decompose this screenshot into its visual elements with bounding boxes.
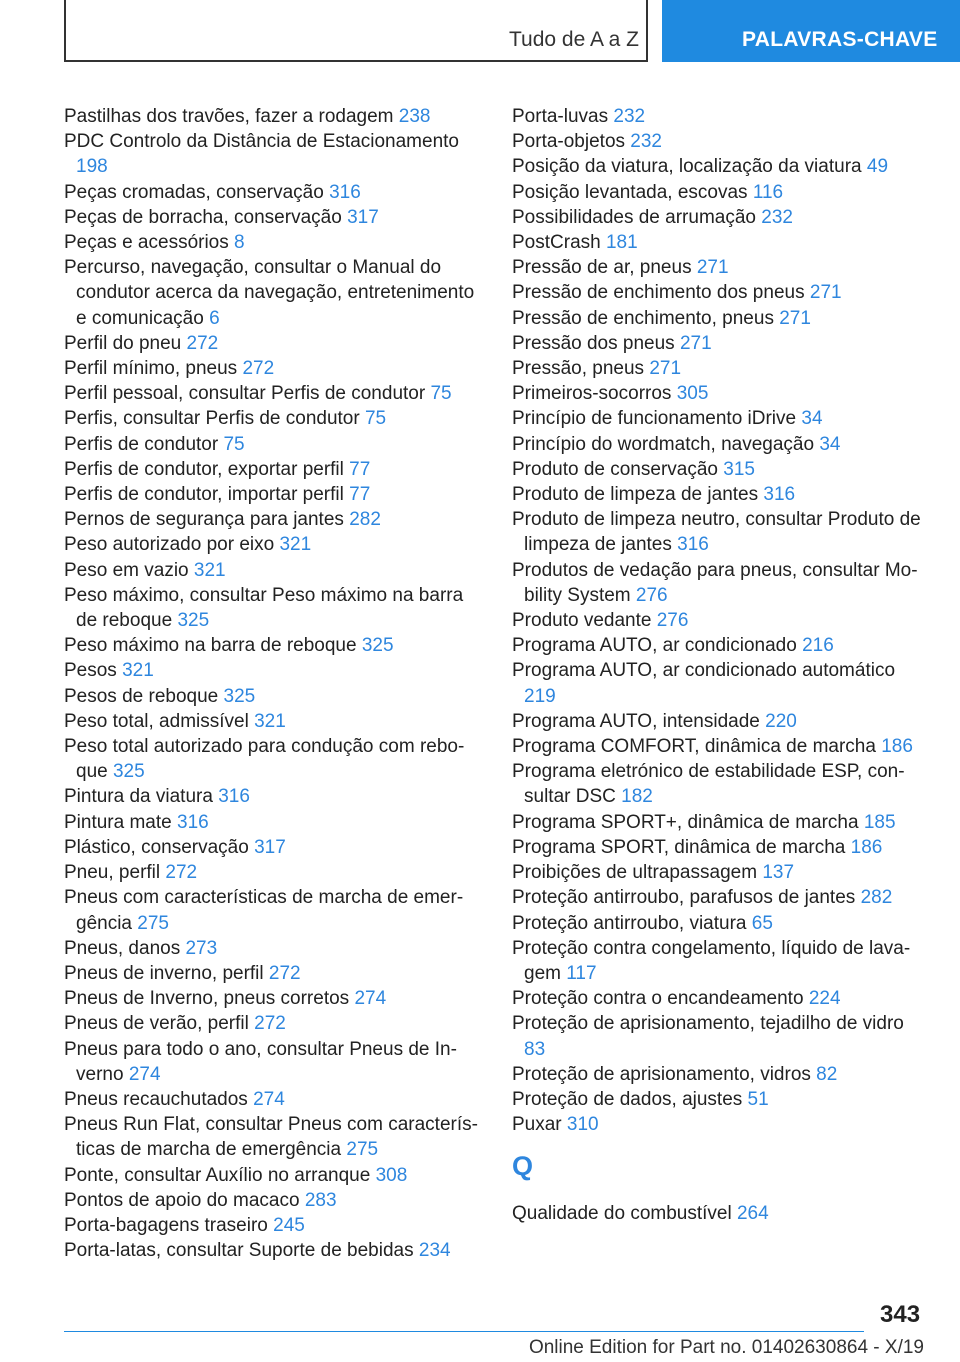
index-entry-text: Pneu, perfil (64, 862, 161, 884)
index-entry (512, 482, 926, 507)
index-entry-text: Programa AUTO, ar condicionado (512, 635, 797, 657)
index-entry-page-link[interactable]: 274 (354, 988, 387, 1010)
index-entry (64, 1112, 478, 1162)
index-entry-page-link[interactable]: 325 (177, 610, 210, 632)
index-entry-text: Peso total autorizado para condução com reboque (64, 736, 465, 783)
index-entry (512, 885, 926, 910)
index-entry-text: Qualidade do combustível (512, 1203, 732, 1225)
index-entry-text: Pernos de segurança para jantes (64, 509, 344, 531)
index-entry-page-link[interactable]: 275 (346, 1139, 379, 1161)
index-entry-page-link[interactable]: 181 (605, 232, 638, 254)
index-entry-page-link[interactable]: 117 (566, 962, 597, 984)
index-entry-text: Programa AUTO, ar condicionado automático (512, 660, 896, 682)
index-entry-text: Plástico, conservação (64, 836, 249, 858)
index-entry-page-link[interactable]: 216 (802, 635, 834, 657)
index-entry-page-link[interactable]: 321 (254, 710, 286, 732)
index-entry (64, 1163, 478, 1188)
index-entry-text: Pneus, danos (64, 937, 181, 959)
index-entry-text: Pressão de enchimento dos pneus (512, 282, 805, 304)
index-entry (64, 507, 478, 532)
index-entry-text: Pastilhas dos travões, fazer a rodagem (64, 106, 394, 127)
index-entry-text: Porta-luvas (512, 106, 609, 127)
index-entry-text: Proteção de dados, ajustes (512, 1088, 743, 1110)
index-entry-page-link[interactable]: 316 (218, 786, 250, 808)
index-entry (64, 784, 478, 809)
index-entry-page-link[interactable]: 273 (185, 937, 218, 959)
index-entry-text: Programa COMFORT, dinâmica de marcha (512, 736, 876, 758)
index-list-p-continued (512, 104, 926, 1137)
index-entry (512, 558, 926, 608)
index-entry (512, 507, 926, 557)
index-entry-page-link[interactable]: 234 (418, 1240, 451, 1262)
index-entry-page-link[interactable]: 116 (752, 181, 784, 203)
index-entry-page-link[interactable]: 325 (361, 635, 394, 657)
index-entry-page-link[interactable]: 271 (809, 282, 842, 304)
index-entry (512, 230, 926, 255)
index-entry-text: Proteção contra congelamento, líquido de lavagem (512, 937, 911, 984)
index-entry (512, 432, 926, 457)
index-entry-page-link[interactable]: 321 (122, 660, 154, 682)
index-entry-text: Programa eletrónico de estabilidade ESP, consultar DSC (512, 761, 905, 808)
index-entry-text: Proteção contra o encandeamento (512, 988, 804, 1010)
index-entry (64, 658, 478, 683)
index-entry (64, 381, 478, 406)
index-entry-page-link[interactable]: 316 (329, 181, 361, 203)
index-entry (512, 356, 926, 381)
index-entry-page-link[interactable]: 77 (349, 484, 371, 506)
index-entry-text: Perfis, consultar Perfis de condutor (64, 408, 360, 430)
index-entry (64, 406, 478, 431)
index-entry (512, 457, 926, 482)
index-entry-page-link[interactable]: 245 (273, 1214, 305, 1236)
index-entry (64, 180, 478, 205)
index-entry-text: Pesos (64, 660, 117, 682)
index-entry-text: Perfis de condutor (64, 433, 219, 455)
index-entry (512, 255, 926, 280)
index-entry-text: Posição levantada, escovas (512, 181, 748, 203)
index-entry (512, 104, 926, 129)
index-entry-page-link[interactable]: 186 (881, 736, 913, 758)
index-entry-text: Pintura da viatura (64, 786, 213, 808)
index-entry-page-link[interactable]: 271 (649, 358, 682, 380)
index-column-left (64, 104, 478, 1263)
index-entry-page-link[interactable]: 264 (736, 1203, 769, 1225)
index-entry-text: Porta-objetos (512, 131, 626, 153)
index-entry-text: Peças cromadas, conservação (64, 181, 324, 203)
index-entry-page-link[interactable]: 75 (364, 408, 387, 430)
index-entry-text: Programa SPORT, dinâmica de marcha (512, 836, 846, 858)
index-entry (512, 986, 926, 1011)
index-entry-page-link[interactable]: 232 (613, 106, 646, 127)
index-entry (512, 280, 926, 305)
index-entry-page-link[interactable]: 305 (676, 383, 709, 405)
index-entry-page-link[interactable]: 275 (137, 912, 169, 934)
index-entry-page-link[interactable]: 325 (223, 685, 256, 707)
index-entry-page-link[interactable]: 325 (112, 761, 145, 783)
index-entry-page-link[interactable]: 6 (209, 307, 220, 329)
index-entry-text: Proteção antirroubo, viatura (512, 912, 747, 934)
index-entry-page-link[interactable]: 271 (696, 257, 729, 279)
index-entry-page-link[interactable]: 220 (765, 710, 797, 732)
index-entry (64, 205, 478, 230)
index-entry (64, 356, 478, 381)
index-entry-page-link[interactable]: 283 (304, 1189, 337, 1211)
index-entry (64, 255, 478, 331)
index-entry-text: Produto vedante (512, 610, 652, 632)
index-entry-page-link[interactable]: 182 (621, 786, 653, 808)
index-entry-page-link[interactable]: 34 (819, 433, 841, 455)
index-entry-text: Perfis de condutor, exportar perfil (64, 458, 344, 480)
index-entry-text: Peças e acessórios (64, 232, 229, 254)
index-entry-text: Perfil pessoal, consultar Perfis de condutor (64, 383, 426, 405)
index-entry-page-link[interactable]: 198 (76, 156, 108, 178)
index-entry-text: Perfis de condutor, importar perfil (64, 484, 344, 506)
index-entry-text: Programa AUTO, intensidade (512, 710, 760, 732)
section-letter-q: Q (512, 1151, 534, 1182)
index-entry (64, 1087, 478, 1112)
header-keywords-tab-label: PALAVRAS-CHAVE (742, 28, 938, 51)
index-entry-text: Pressão de enchimento, pneus (512, 307, 774, 329)
index-entry-text: Pressão dos pneus (512, 332, 675, 354)
index-entry-text: Peso autorizado por eixo (64, 534, 275, 556)
index-entry-text: Ponte, consultar Auxílio no arranque (64, 1164, 371, 1186)
index-entry-text: Pneus recauchutados (64, 1088, 248, 1110)
index-entry (64, 482, 478, 507)
index-entry-page-link[interactable]: 186 (850, 836, 883, 858)
index-entry-text: Pneus para todo o ano, consultar Pneus de Inverno (64, 1038, 457, 1085)
index-entry-text: Primeiros-socorros (512, 383, 672, 405)
index-entry (64, 129, 478, 179)
index-entry (64, 684, 478, 709)
index-entry-text: PDC Controlo da Distância de Estacionamento (64, 131, 459, 153)
index-entry-page-link[interactable]: 232 (630, 131, 662, 153)
index-entry-page-link[interactable]: 271 (779, 307, 811, 329)
index-entry-page-link[interactable]: 316 (763, 484, 796, 506)
index-entry-page-link[interactable]: 282 (349, 509, 381, 531)
index-entry-text: Porta-bagagens traseiro (64, 1214, 268, 1236)
index-entry-page-link[interactable]: 271 (679, 332, 712, 354)
index-entry-text: Princípio do wordmatch, navegação (512, 433, 815, 455)
index-entry-page-link[interactable]: 75 (223, 433, 245, 455)
index-entry (64, 432, 478, 457)
index-entry (512, 810, 926, 835)
index-entry-page-link[interactable]: 185 (863, 811, 896, 833)
index-entry-page-link[interactable]: 315 (723, 458, 755, 480)
index-entry-page-link[interactable]: 321 (279, 534, 312, 556)
index-entry-page-link[interactable]: 272 (254, 1013, 286, 1035)
index-entry-page-link[interactable]: 82 (816, 1063, 838, 1085)
index-entry-text: Pneus de Inverno, pneus corretos (64, 988, 350, 1010)
index-entry (512, 709, 926, 734)
index-column-right (512, 104, 926, 1227)
index-entry-text: Programa SPORT+, dinâmica de marcha (512, 811, 859, 833)
index-entry-text: Proteção de aprisionamento, vidros (512, 1063, 811, 1085)
index-entry-text: Produto de limpeza de jantes (512, 484, 759, 506)
index-entry-text: Proteção de aprisionamento, tejadilho de vidro (512, 1013, 904, 1035)
index-entry (64, 1037, 478, 1087)
index-entry-page-link[interactable]: 219 (524, 685, 556, 707)
index-entry (512, 381, 926, 406)
index-entry (64, 810, 478, 835)
index-entry-text: Pneus de verão, perfil (64, 1013, 249, 1035)
index-list-q (512, 1201, 926, 1226)
index-entry-text: Puxar (512, 1114, 562, 1136)
index-entry-page-link[interactable]: 316 (677, 534, 709, 556)
index-entry-page-link[interactable]: 65 (751, 912, 773, 934)
index-entry-text: Perfil mínimo, pneus (64, 358, 238, 380)
index-entry (512, 608, 926, 633)
index-entry-text: Peso em vazio (64, 559, 189, 581)
index-entry-text: Posição da viatura, localização da viatura (512, 156, 862, 178)
index-entry (512, 406, 926, 431)
index-entry (512, 936, 926, 986)
index-entry-page-link[interactable]: 232 (761, 206, 793, 228)
index-entry-page-link[interactable]: 34 (801, 408, 823, 430)
index-entry-text: Pneus de inverno, perfil (64, 962, 264, 984)
index-entry-page-link[interactable]: 49 (866, 156, 889, 178)
header-section-title: Tudo de A a Z (509, 28, 639, 51)
index-entry (64, 230, 478, 255)
index-entry-page-link[interactable]: 317 (347, 206, 379, 228)
index-entry-page-link[interactable]: 310 (566, 1114, 599, 1136)
index-entry-text: Peso total, admissível (64, 710, 249, 732)
index-entry-text: Possibilidades de arrumação (512, 206, 756, 228)
index-entry-text: Pneus Run Flat, consultar Pneus com características de marcha de emergência (64, 1114, 478, 1161)
index-entry-text: Perfil do pneu (64, 332, 182, 354)
index-entry (64, 961, 478, 986)
index-entry-page-link[interactable]: 321 (193, 559, 226, 581)
index-entry-page-link[interactable]: 75 (430, 383, 452, 405)
index-entry (64, 583, 478, 633)
index-entry-text: Pneus com características de marcha de emergência (64, 887, 464, 934)
index-entry-text: PostCrash (512, 232, 601, 254)
index-entry (64, 835, 478, 860)
index-entry (64, 860, 478, 885)
index-entry (512, 911, 926, 936)
index-entry (64, 1213, 478, 1238)
index-entry (64, 885, 478, 935)
index-entry (512, 835, 926, 860)
index-entry (512, 1112, 926, 1137)
index-entry (64, 558, 478, 583)
index-entry-text: Proibições de ultrapassagem (512, 862, 758, 884)
index-entry (64, 457, 478, 482)
index-entry-page-link[interactable]: 282 (860, 887, 893, 909)
footer-edition-text: Online Edition for Part no. 01402630864 - X/19 (528, 1337, 924, 1358)
index-entry-page-link[interactable]: 276 (656, 610, 689, 632)
index-entry-text: Peso máximo, consultar Peso máximo na barra de reboque (64, 584, 464, 632)
index-entry-text: Princípio de funcionamento iDrive (512, 408, 797, 430)
index-entry (64, 1188, 478, 1213)
index-entry-page-link[interactable]: 272 (268, 962, 301, 984)
index-entry (512, 1087, 926, 1112)
index-entry (64, 331, 478, 356)
index-entry-page-link[interactable]: 51 (747, 1088, 769, 1110)
index-entry-page-link[interactable]: 276 (635, 584, 668, 606)
index-entry-page-link[interactable]: 272 (242, 358, 275, 380)
index-entry (512, 658, 926, 708)
index-entry (64, 104, 478, 129)
index-entry-page-link[interactable]: 316 (177, 811, 209, 833)
index-entry (64, 532, 478, 557)
index-entry (64, 1011, 478, 1036)
index-entry (512, 1011, 926, 1061)
index-entry-text: Pesos de reboque (64, 685, 219, 707)
index-entry-text: Peso máximo na barra de reboque (64, 635, 357, 657)
footer-divider (64, 1331, 864, 1332)
index-entry-page-link[interactable]: 272 (165, 862, 198, 884)
index-entry-page-link[interactable]: 77 (349, 458, 371, 480)
index-entry (64, 633, 478, 658)
index-entry-text: Pressão, pneus (512, 358, 645, 380)
index-entry-page-link[interactable]: 274 (128, 1063, 161, 1085)
index-entry-text: Proteção antirroubo, parafusos de jantes (512, 887, 856, 909)
index-entry-page-link[interactable]: 83 (524, 1038, 546, 1060)
index-entry (512, 734, 926, 759)
index-entry-page-link[interactable]: 238 (398, 106, 431, 127)
index-entry (64, 986, 478, 1011)
index-entry-text: Pontos de apoio do macaco (64, 1189, 300, 1211)
index-entry (512, 633, 926, 658)
index-entry-text: Porta-latas, consultar Suporte de bebidas (64, 1240, 414, 1262)
index-entry-page-link[interactable]: 317 (254, 836, 286, 858)
index-entry (512, 759, 926, 809)
index-entry-text: Percurso, navegação, consultar o Manual do condutor acerca da navegação, entretenimento e comunicação (64, 257, 475, 329)
header-keywords-tab[interactable] (662, 0, 960, 62)
index-entry-text: Pressão de ar, pneus (512, 257, 692, 279)
page-number: 343 (880, 1301, 921, 1328)
index-entry-text: Produto de limpeza neutro, consultar Produto de limpeza de jantes (512, 509, 921, 556)
index-entry (512, 154, 926, 179)
index-entry (512, 1062, 926, 1087)
index-entry (512, 129, 926, 154)
index-entry-page-link[interactable]: 274 (253, 1088, 285, 1110)
index-entry (512, 205, 926, 230)
index-entry-page-link[interactable]: 272 (186, 332, 219, 354)
index-entry-page-link[interactable]: 8 (234, 232, 245, 254)
index-entry (512, 1201, 926, 1226)
index-entry (64, 1238, 478, 1263)
index-entry (64, 709, 478, 734)
index-entry-page-link[interactable]: 308 (375, 1164, 408, 1186)
index-entry-text: Produtos de vedação para pneus, consultar Mobility System (512, 559, 918, 606)
index-entry (512, 331, 926, 356)
index-entry-page-link[interactable]: 224 (808, 988, 841, 1010)
index-entry (64, 734, 478, 784)
index-entry (512, 306, 926, 331)
index-entry-text: Produto de conservação (512, 458, 718, 480)
index-entry-text: Pintura mate (64, 811, 172, 833)
index-entry-text: Peças de borracha, conservação (64, 206, 342, 228)
index-entry (512, 180, 926, 205)
index-entry (64, 936, 478, 961)
index-entry (512, 860, 926, 885)
index-entry-page-link[interactable]: 137 (762, 862, 795, 884)
